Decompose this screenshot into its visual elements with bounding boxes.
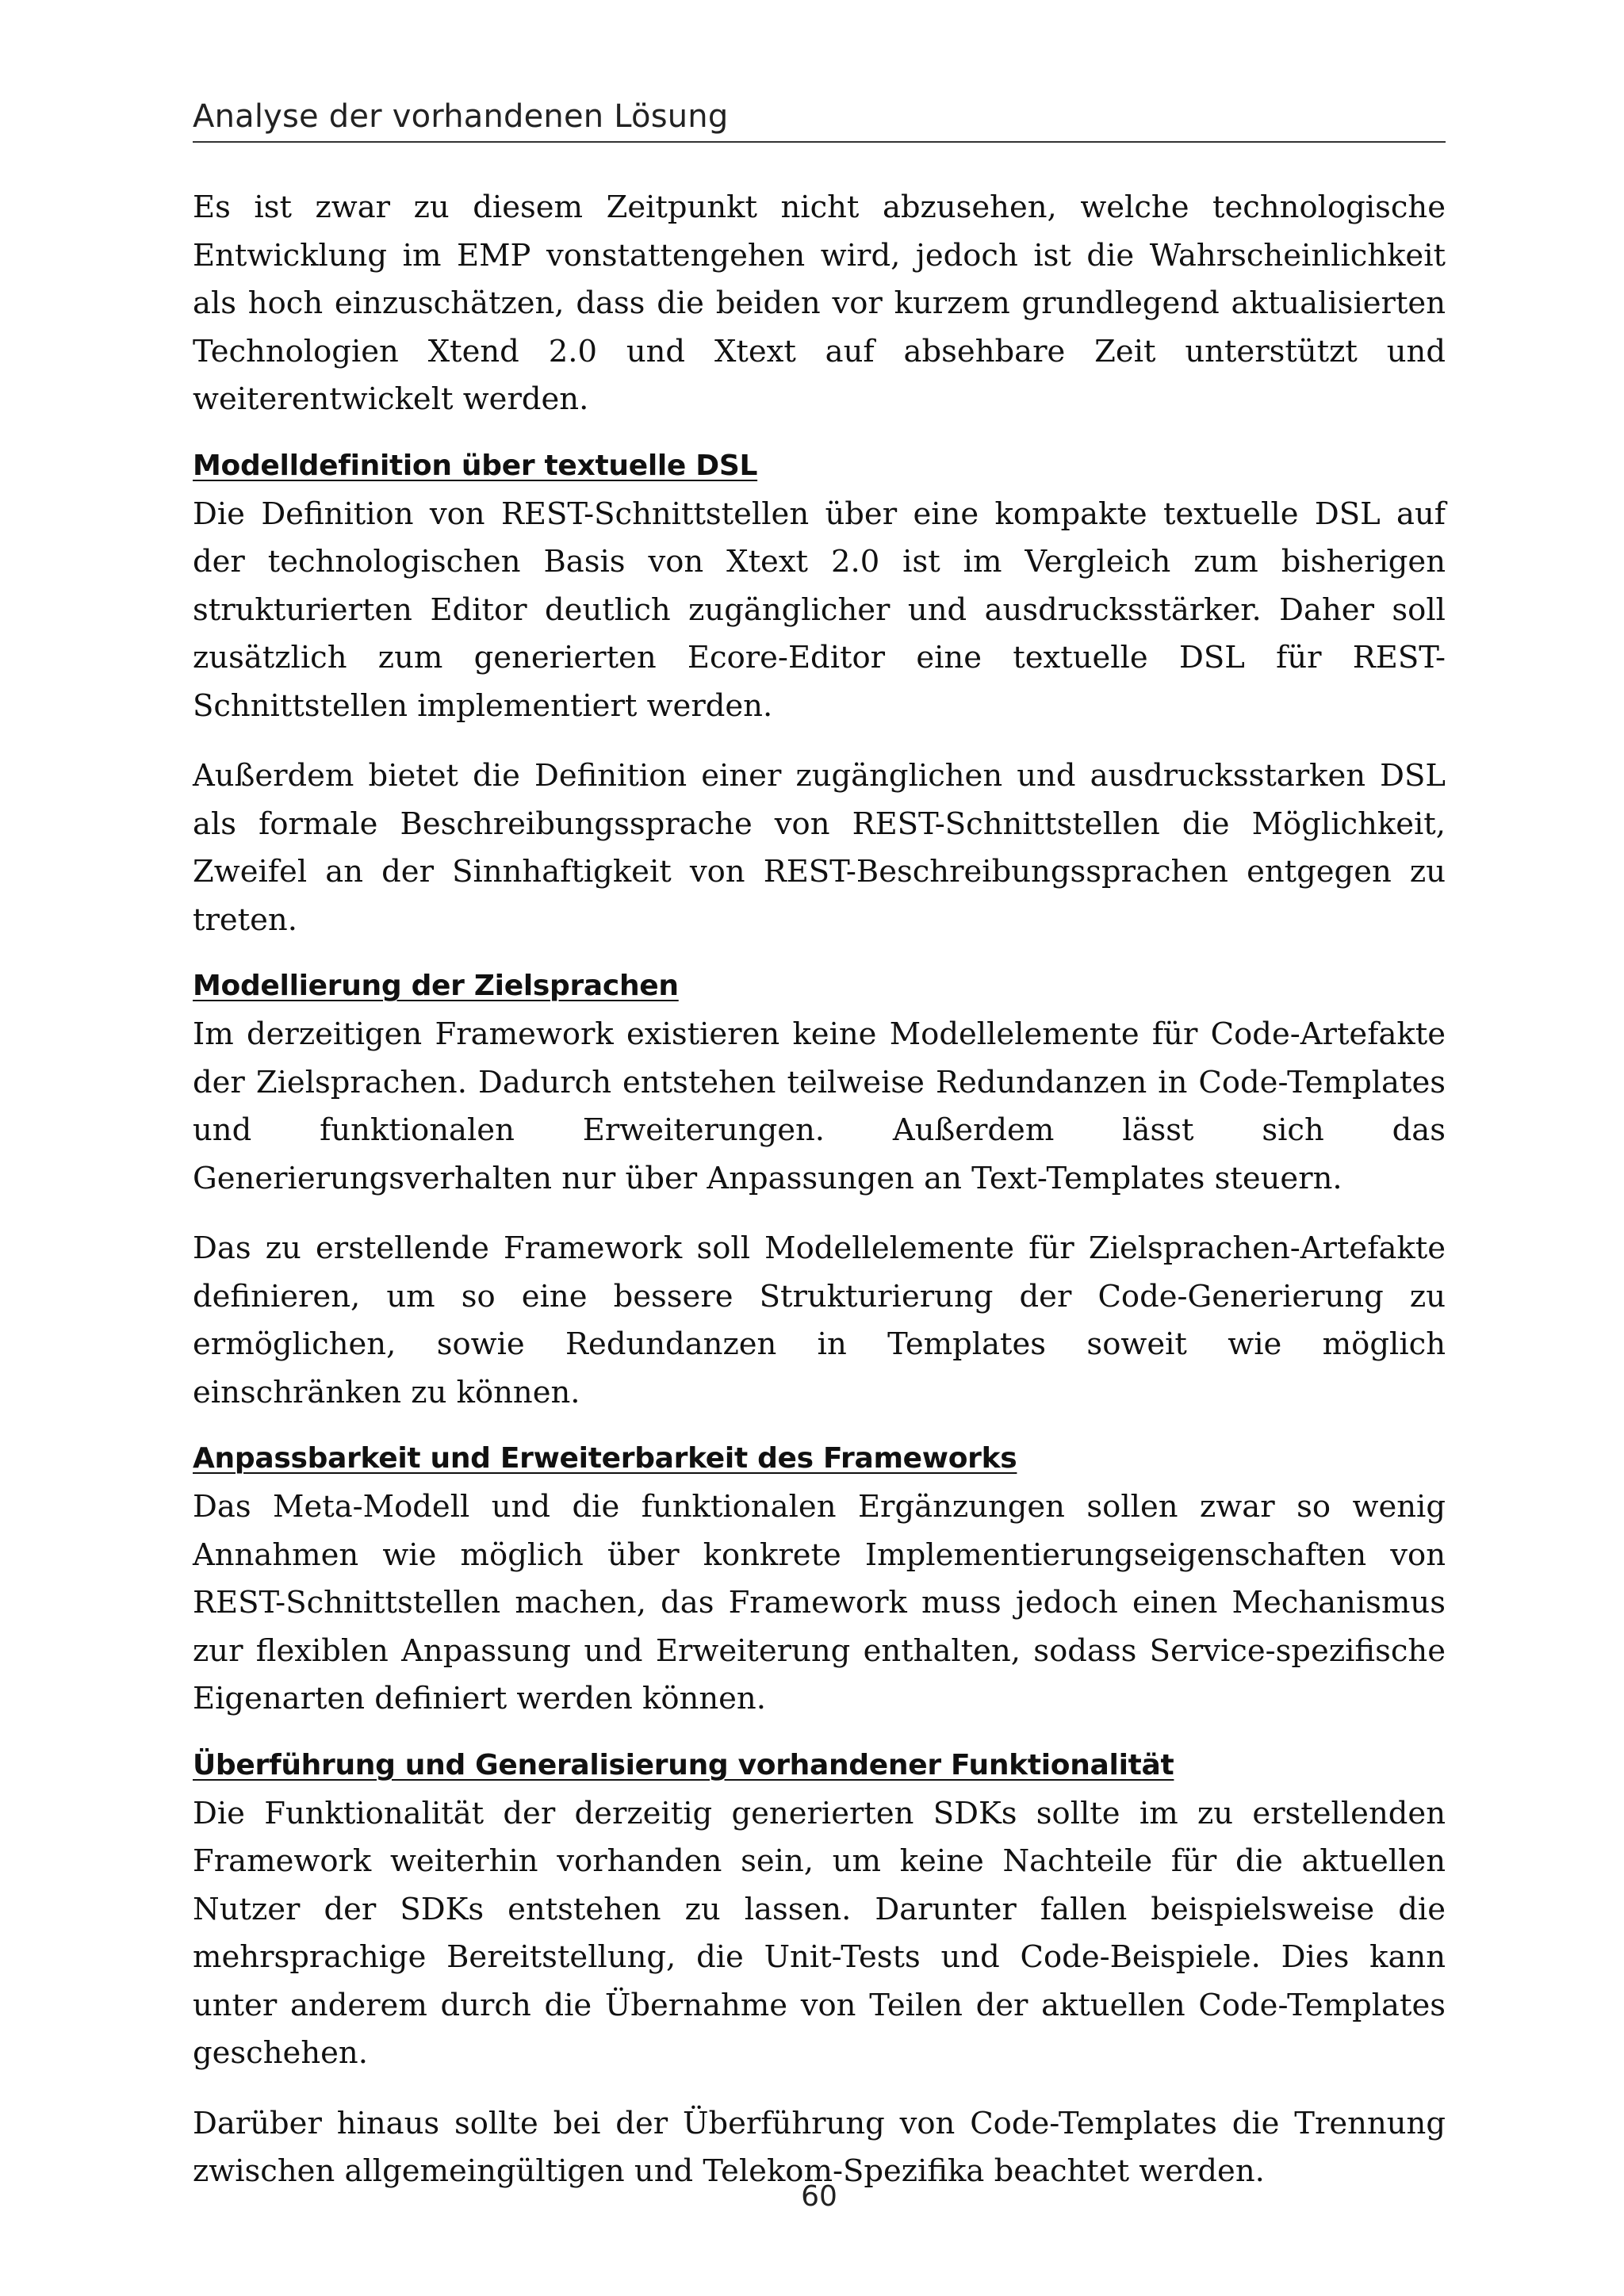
running-header bbox=[193, 94, 1446, 143]
section-paragraph: Das zu erstellende Framework soll Modellelemente für Zielsprachen-Artefakte definieren, um so eine bessere Strukturierung der Code-Generierung zu ermöglichen, sowie Redundanzen in Templates soweit wie möglich einschränken zu können. bbox=[193, 1230, 1446, 1410]
section-paragraph: Die Definition von REST-Schnittstellen über eine kompakte textuelle DSL auf der technologischen Basis von Xtext 2.0 ist im Vergleich zum bisherigen strukturierten Editor deutlich zugänglicher und ausdrucksstärker. Daher soll zusätzlich zum generierten Ecore-Editor eine textuelle DSL für REST-Schnittstellen implementiert werden. bbox=[193, 496, 1446, 724]
intro-paragraph: Es ist zwar zu diesem Zeitpunkt nicht abzusehen, welche technologische Entwicklung im EMP vonstattengehen wird, jedoch ist die Wahrscheinlichkeit als hoch einzuschätzen, dass die beiden vor kurzem grundlegend aktualisierten Technologien Xtend 2.0 und Xtext auf absehbare Zeit unterstützt und weiterentwickelt werden. bbox=[193, 189, 1446, 417]
section-paragraph: Im derzeitigen Framework existieren keine Modellelemente für Code-Artefakte der Zielsprachen. Dadurch entstehen teilweise Redundanzen in Code-Templates und funktionalen Erweiterungen. Außerdem lässt sich das Generierungsverhalten nur über Anpassungen an Text-Templates steuern. bbox=[193, 1016, 1446, 1196]
page-content bbox=[193, 184, 1446, 2196]
section-heading: Modelldefinition über textuelle DSL bbox=[193, 449, 758, 482]
document-page bbox=[193, 0, 1446, 2296]
section-ueberfuehrung bbox=[193, 1746, 1446, 2196]
section-paragraph: Außerdem bietet die Definition einer zugänglichen und ausdrucksstarken DSL als formale Beschreibungssprache von REST-Schnittstellen die Möglichkeit, Zweifel an der Sinnhaftigkeit von REST-Beschreibungssprachen entgegen zu treten. bbox=[193, 758, 1446, 938]
section-heading: Modellierung der Zielsprachen bbox=[193, 970, 679, 1002]
section-modelldefinition bbox=[193, 446, 1446, 945]
section-heading: Überführung und Generalisierung vorhandener Funktionalität bbox=[193, 1748, 1174, 1781]
section-zielsprachen bbox=[193, 966, 1446, 1417]
running-header-title: Analyse der vorhandenen Lösung bbox=[193, 98, 729, 135]
section-paragraph: Das Meta-Modell und die funktionalen Ergänzungen sollen zwar so wenig Annahmen wie möglich über konkrete Implementierungseigenschaften von REST-Schnittstellen machen, das Framework muss jedoch einen Mechanismus zur flexiblen Anpassung und Erweiterung enthalten, sodass Service-spezifische Eigenarten definiert werden können. bbox=[193, 1489, 1446, 1716]
section-paragraph: Darüber hinaus sollte bei der Überführung von Code-Templates die Trennung zwischen allgemeingültigen und Telekom-Spezifika beachtet werden. bbox=[193, 2105, 1446, 2189]
section-anpassbarkeit bbox=[193, 1439, 1446, 1724]
section-heading: Anpassbarkeit und Erweiterbarkeit des Frameworks bbox=[193, 1442, 1017, 1475]
page-number: 60 bbox=[801, 2180, 837, 2213]
section-paragraph: Die Funktionalität der derzeitig generierten SDKs sollte im zu erstellenden Framework weiterhin vorhanden sein, um keine Nachteile für die aktuellen Nutzer der SDKs entstehen zu lassen. Darunter fallen beispielsweise die mehrsprachige Bereitstellung, die Unit-Tests und Code-Beispiele. Dies kann unter anderem durch die Übernahme von Teilen der aktuellen Code-Templates geschehen. bbox=[193, 1795, 1446, 2071]
